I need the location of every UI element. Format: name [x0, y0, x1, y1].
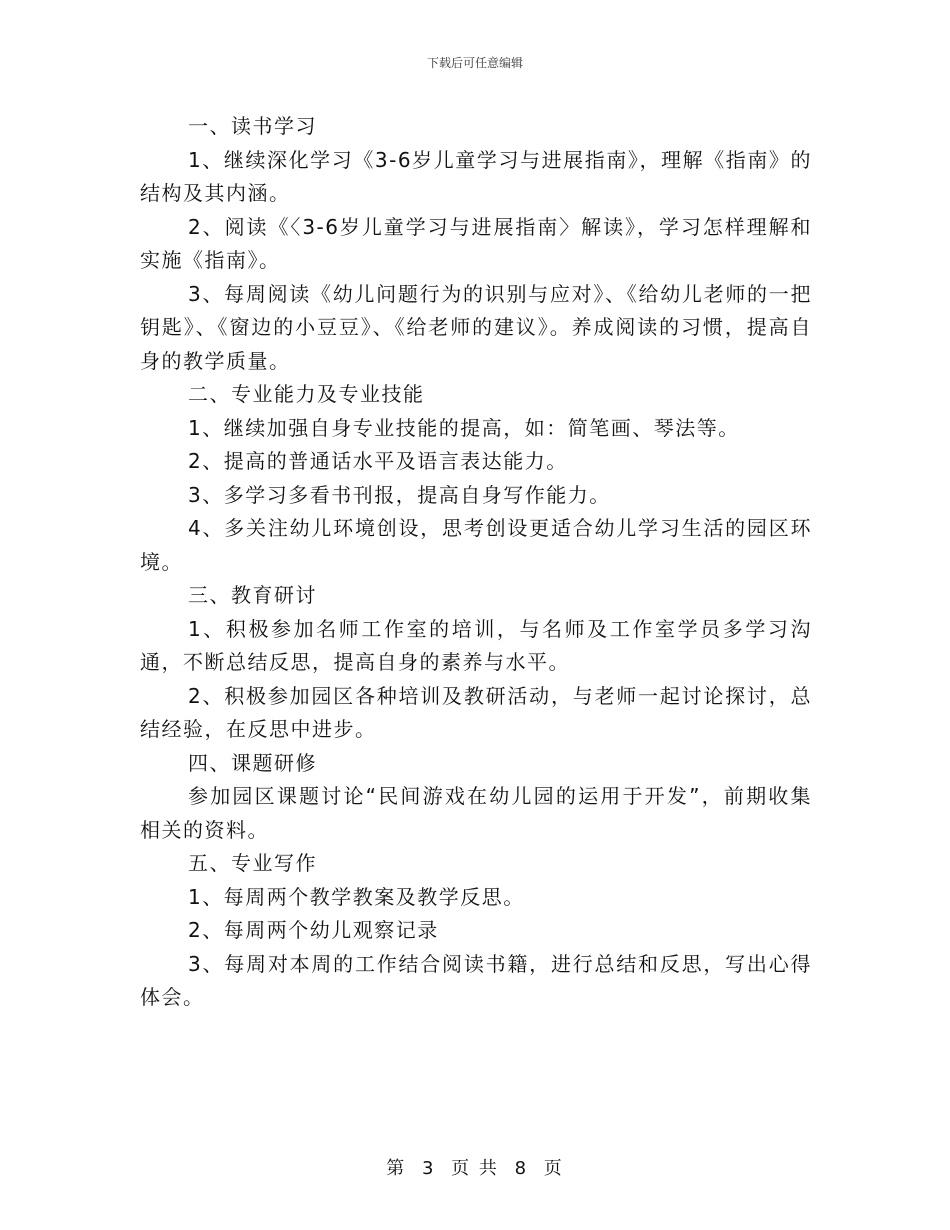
- paragraph: 1、每周两个教学教案及教学反思。: [188, 884, 525, 909]
- total-page-number: 8: [514, 1158, 529, 1179]
- section-heading-research: 三、教育研讨: [188, 583, 317, 607]
- page-number-middle: 页 共: [451, 1158, 499, 1179]
- header-note: 下载后可任意编辑: [426, 56, 523, 70]
- paragraph: 3、多学习多看书刊报，提高自身写作能力。: [188, 482, 611, 507]
- paragraph: 1、继续加强自身专业技能的提高，如：简笔画、琴法等。: [188, 415, 740, 440]
- page-number-prefix: 第: [386, 1158, 407, 1179]
- section-heading-writing: 五、专业写作: [188, 851, 317, 875]
- paragraph: 2、积极参加园区各种培训及教研活动，与老师一起讨论探讨，总结经验，在反思中进步。: [140, 683, 812, 741]
- current-page-number: 3: [421, 1158, 436, 1179]
- paragraph: 3、每周阅读《幼儿问题行为的识别与应对》、《给幼儿老师的一把钥匙》、《窗边的小豆豆》、《给老师的建议》。养成阅读的习惯，提高自身的教学质量。: [140, 281, 812, 373]
- paragraph: 3、每周对本周的工作结合阅读书籍，进行总结和反思，写出心得体会。: [140, 951, 812, 1009]
- paragraph: 参加园区课题讨论“民间游戏在幼儿园的运用于开发”，前期收集相关的资料。: [140, 784, 812, 842]
- section-heading-skills: 二、专业能力及专业技能: [188, 382, 425, 406]
- page-number-suffix: 页: [543, 1158, 564, 1179]
- paragraph: 2、提高的普通话水平及语言表达能力。: [188, 449, 568, 473]
- page-header: [0, 54, 950, 71]
- section-heading-project: 四、课题研修: [188, 750, 317, 775]
- paragraph: 1、继续深化学习《3-6岁儿童学习与进展指南》，理解《指南》的结构及其内涵。: [140, 147, 812, 205]
- paragraph: 2、每周两个幼儿观察记录: [188, 918, 439, 942]
- paragraph: 2、阅读《〈3-6岁儿童学习与进展指南〉解读》，学习怎样理解和实施《指南》。: [140, 214, 812, 272]
- section-heading-reading: 一、读书学习: [188, 114, 317, 138]
- page-footer: [0, 1154, 950, 1180]
- document-body: [140, 110, 812, 1015]
- paragraph: 4、多关注幼儿环境创设，思考创设更适合幼儿学习生活的园区环境。: [140, 516, 812, 574]
- paragraph: 1、积极参加名师工作室的培训，与名师及工作室学员多学习沟通，不断总结反思，提高自身的素养与水平。: [140, 616, 812, 674]
